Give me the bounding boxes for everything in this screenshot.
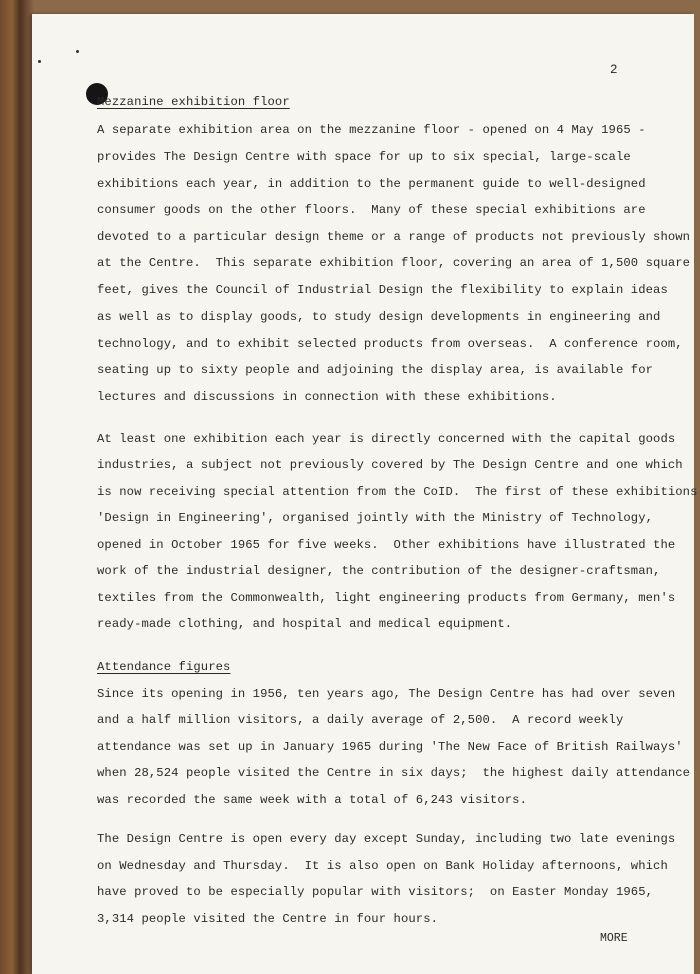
paragraph-line: have proved to be especially popular with visitors; on Easter Monday 1965, bbox=[97, 885, 654, 899]
paragraph-line: work of the industrial designer, the contribution of the designer-craftsman, bbox=[97, 564, 661, 578]
paragraph-line: exhibitions each year, in addition to the permanent guide to well-designed bbox=[97, 177, 646, 191]
paragraph-line: on Wednesday and Thursday. It is also open on Bank Holiday afternoons, which bbox=[97, 859, 668, 873]
paragraph-line: The Design Centre is open every day except Sunday, including two late evenings bbox=[97, 832, 676, 846]
speck bbox=[38, 60, 41, 63]
paragraph-line: textiles from the Commonwealth, light engineering products from Germany, men's bbox=[97, 591, 676, 605]
paragraph-line: ready-made clothing, and hospital and medical equipment. bbox=[97, 617, 513, 631]
paragraph-line: was recorded the same week with a total of 6,243 visitors. bbox=[97, 793, 527, 807]
paragraph-line: lectures and discussions in connection with these exhibitions. bbox=[97, 390, 557, 404]
paragraph-line: attendance was set up in January 1965 during 'The New Face of British Railways' bbox=[97, 740, 683, 754]
more-continuation: MORE bbox=[600, 932, 628, 945]
paragraph-line: is now receiving special attention from the CoID. The first of these exhibitions bbox=[97, 485, 698, 499]
page-number: 2 bbox=[610, 63, 618, 77]
paragraph-line: industries, a subject not previously covered by The Design Centre and one which bbox=[97, 458, 683, 472]
paragraph-line: feet, gives the Council of Industrial Design the flexibility to explain ideas bbox=[97, 283, 668, 297]
paragraph-line: at the Centre. This separate exhibition floor, covering an area of 1,500 square bbox=[97, 256, 691, 270]
speck bbox=[76, 50, 79, 53]
paragraph-line: as well as to display goods, to study design developments in engineering and bbox=[97, 310, 661, 324]
paragraph-line: technology, and to exhibit selected products from overseas. A conference room, bbox=[97, 337, 683, 351]
paragraph-line: 3,314 people visited the Centre in four hours. bbox=[97, 912, 439, 926]
paragraph-line: consumer goods on the other floors. Many of these special exhibitions are bbox=[97, 203, 646, 217]
paragraph-line: provides The Design Centre with space for up to six special, large-scale bbox=[97, 150, 631, 164]
paragraph-line: 'Design in Engineering', organised jointly with the Ministry of Technology, bbox=[97, 511, 654, 525]
section-heading-mezzanine: Mezzanine exhibition floor bbox=[97, 95, 290, 109]
paragraph-line: when 28,524 people visited the Centre in six days; the highest daily attendance bbox=[97, 766, 691, 780]
paragraph-line: and a half million visitors, a daily average of 2,500. A record weekly bbox=[97, 713, 624, 727]
section-heading-attendance: Attendance figures bbox=[97, 660, 231, 674]
paragraph-line: At least one exhibition each year is directly concerned with the capital goods bbox=[97, 432, 676, 446]
paragraph-line: Since its opening in 1956, ten years ago, The Design Centre has had over seven bbox=[97, 687, 676, 701]
paragraph-line: seating up to sixty people and adjoining the display area, is available for bbox=[97, 363, 654, 377]
paragraph-line: A separate exhibition area on the mezzanine floor - opened on 4 May 1965 - bbox=[97, 123, 646, 137]
paragraph-line: opened in October 1965 for five weeks. Other exhibitions have illustrated the bbox=[97, 538, 676, 552]
paragraph-line: devoted to a particular design theme or a range of products not previously shown bbox=[97, 230, 691, 244]
